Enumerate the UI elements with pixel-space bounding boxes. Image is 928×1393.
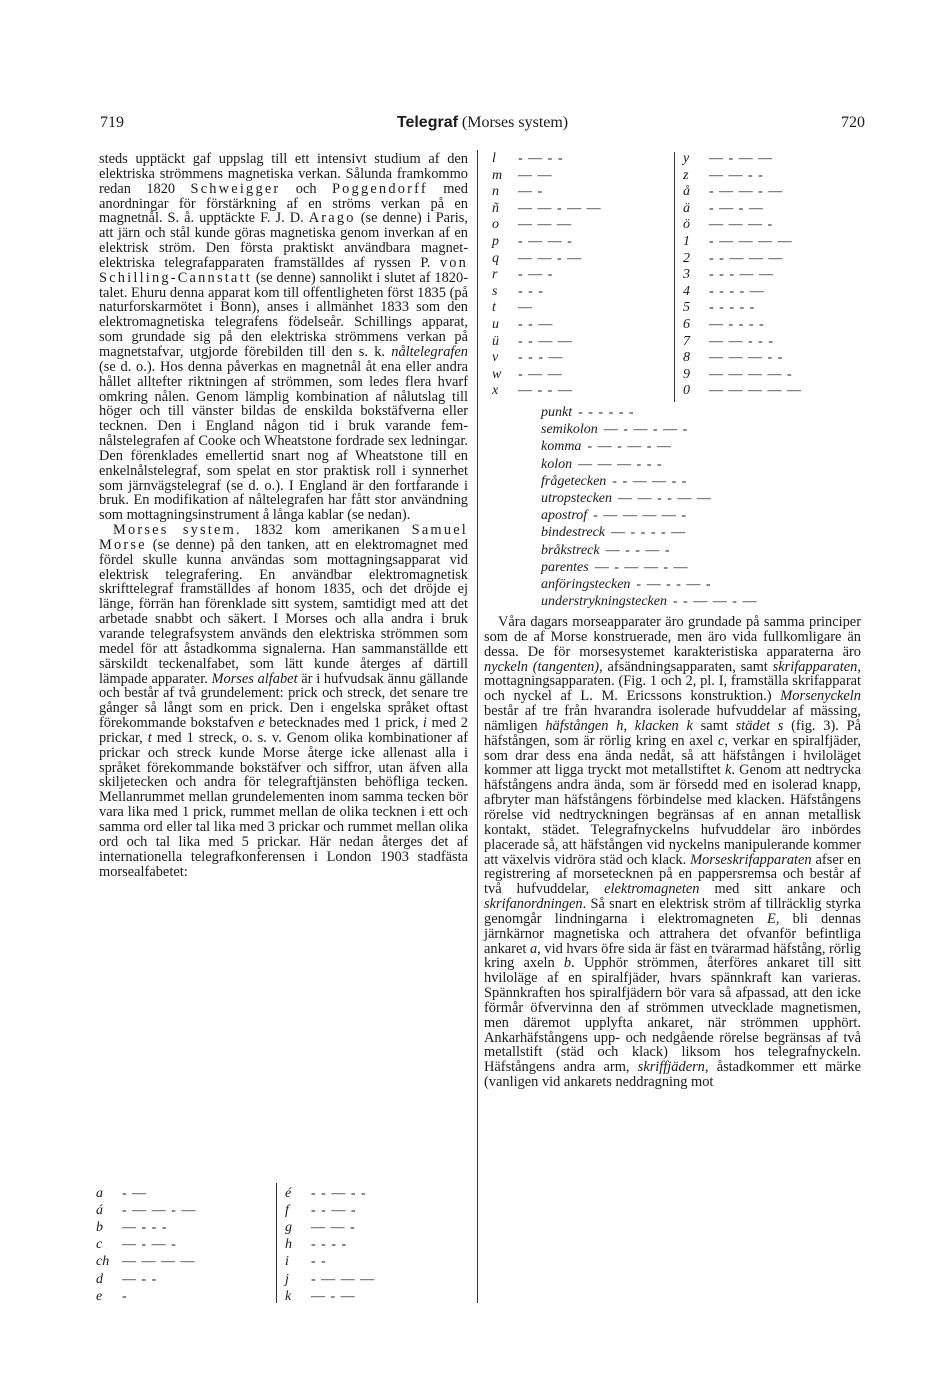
morse-code: — - [518,184,544,200]
text-run: afser en registrering af morsetecknen på en pappersremsa och består af två hufvuddelar, [484,851,861,898]
text-run: (se denne) sannolikt i slutet af 1820-talet. Ehuru denna apparat kom till offentligheten först 1835 (på naturforskarmötet i Bonn), anses i allmänhet 1833 som den elektromagnetiska telegrafens födelseår. Schillings apparat, som grundade sig på den elektriska strömmens verkan på magnetstafvar, utgjorde förebilden till den s. k. [99,269,468,360]
punctuation-name: bindestreck [541,525,606,541]
morse-row [492,267,553,282]
text-run: , bli dennas järnkärnor magnetiska och attrahera det ofvanför befintliga ankaret [484,910,861,957]
morse-code: - - - — [518,350,564,366]
morse-code: — — — — [122,1254,196,1270]
morse-row [285,1220,356,1235]
morse-code: - — — - [518,234,573,249]
morse-code: — — - — [518,250,583,266]
punctuation-name: semikolon [541,422,598,438]
text-run: är i hufvudsak ännu gällande och består af två grundelement: prick och streck, det senare tre gånger så långt som en prick. Den i engelska språket oftast förekommande bokstafven [99,670,469,732]
morse-row [683,168,764,183]
morse-row [683,284,765,299]
morse-code: - - - — — [709,267,774,283]
morse-letter: t [492,300,496,316]
text-run: med 1 streck, o. s. v. Genom olika kombinationer af prickar och streck kunde Morse återge icke allenast alla i språket förekommande bokstäfver och siffror, utan äfven alla skiljetecken och andra för telegraftjänsten behöfliga tecken. Mellanrummet mellan grundelementen inom samma tecken bör vara lika med 1 prick, rummet mellan de olika tecknen i ett och samma ord eller tal lika med 3 prickar och rummet mellan olika ord och tal lika med 5 prickar. Här nedan återges det af internationella telegrafkonferensen i London 1903 stadfästa morsealfabetet: [99,729,469,880]
morse-code: - — - [518,267,554,283]
morse-letter: q [492,250,499,266]
morse-row [683,201,764,216]
morse-row [683,251,783,266]
italic-term: Morses alfabet [211,670,298,687]
punctuation-code: - - — — - - [612,473,688,489]
morse-row [683,234,793,249]
punctuation-name: understrykningstecken [541,594,667,610]
morse-code: — - - - [122,1220,168,1236]
morse-code: - — — [518,366,563,382]
morse-row [683,267,774,282]
text-run: , verkar en spiralfjäder, som drar dess ena ända nedåt, så att häfstången i hviloläget kommer att ligga tryckt mot metallstiftet [484,732,861,779]
morse-letter: j [285,1271,289,1287]
morse-letter: d [96,1271,103,1287]
spaced-name: Morses system. [113,522,242,539]
morse-code: - - - [518,283,544,299]
italic-term: häfstången h, klacken k [545,717,693,734]
morse-code: — — - - [709,167,764,183]
morse-letter: v [492,350,499,366]
punctuation-name: parentes [541,559,589,575]
morse-code: - - - - — [709,283,765,299]
spaced-name: Arago [308,210,356,227]
text-run: och [280,180,332,197]
morse-letter: y [683,151,690,166]
morse-letter: p [492,234,499,249]
punctuation-row [541,457,663,472]
morse-code: — - - — [518,383,573,399]
morse-letter: ñ [492,200,499,216]
running-title-rest: (Morses system) [461,114,569,131]
morse-code: - - [311,1254,327,1270]
morse-letter: u [492,317,499,332]
morse-code: - - — - [311,1203,357,1219]
punctuation-code: — - — — - — [594,559,689,575]
punctuation-code: — - - — - [605,542,671,558]
morse-row [492,284,544,299]
text-run: (se d. o.). Hos denna påverkas en magnetnål åt ena eller andra hållet alltefter riktningen af strömmen, som ledes flera hvarf omkring nålen. Genom lämplig kombination af nålutslag till höger och till vänster bildas de enskilda bokstäfverna eller tecknen. Den i England någon tid i bruk varande fem-nålstelegrafen af Cooke och Wheatstone fordrade sex ledningar. Den förenklades emellertid snart nog af Wheatstone till en enkelnålstelegraf, som spelat en stor praktisk roll i synnerhet som järnvägstelegraf (se d. o.). I England är den fortfarande i bruk. En modifikation af nåltelegrafen har fått stor användning som mottagningsinstrument å långa kablar (se nedan). [99,358,468,524]
morse-letter: 4 [683,283,690,299]
morse-code: - — — - — [709,184,784,200]
morse-row [492,383,573,398]
morse-code: — — [518,167,553,183]
morse-letter: c [96,1237,103,1253]
morse-row [285,1186,367,1201]
morse-row [492,300,533,315]
morse-row [285,1272,375,1287]
morse-letter: 1 [683,234,690,249]
punctuation-row [541,560,689,575]
punctuation-code: - - — — - — [672,594,758,610]
italic-term: E [767,910,776,927]
morse-letter: ü [492,333,499,349]
text-run: . Genom att nedtrycka häfstångens andra ända, som är försedd med en isolerad knapp, afbryter man häfstångens förbindelse med klacken. Häfstångens rörelse vid nedtryckningen begränsas af en annan metallisk kontakt, städet. Telegrafnyckelns hufvuddelar äro inbördes placerade så, att häfstången vid nyckelns manipulerande kommer att växelvis vidröra städ och klack. [484,762,861,868]
morse-row [492,317,553,332]
page-number-right: 720 [841,114,865,131]
text-run: . Så snart en elektrisk ström af tillräcklig styrka genomgår lindningarna i elektromagneten [484,896,861,927]
morse-row [96,1186,147,1201]
morse-row [683,217,773,232]
punctuation-name: anföringstecken [541,577,631,592]
punctuation-row [541,594,757,609]
morse-code: — — - — — [518,200,602,216]
text-run: steds upptäckt gaf uppslag till ett intensivt studium af den elektriska strömmens magnetiska verkan. Sålunda framkommo redan 1820 [99,151,468,197]
morse-code: - [122,1288,128,1304]
morse-code: - - - - - [709,300,756,316]
morse-row [96,1237,177,1252]
text-run: med 2 prickar, [99,715,468,746]
italic-term: städet s [735,717,784,734]
morse-letter: á [96,1203,103,1219]
morse-row [492,334,573,349]
morse-code: - — — — — [709,234,793,249]
italic-term: Morseskrifapparaten [690,851,812,868]
text-run: (se denne) i Paris, att järn och stål kunde göras magnetiska genom inverkan af en elektrisk ström. Den första praktiskt användbara magnet-elektriska telegrafapparaten framställdes af ryssen P. [99,210,469,271]
italic-term: nåltelegrafen [391,343,468,360]
morse-letter: a [96,1186,103,1201]
punctuation-name: kolon [541,456,573,472]
morse-row [492,217,572,232]
punctuation-name: komma [541,439,582,455]
morse-letter: b [96,1220,103,1236]
italic-term: e [258,715,265,732]
italic-term: b [563,955,572,972]
morse-code: — - - [122,1271,158,1287]
morse-code: — - — — [709,151,774,166]
morse-row [285,1254,327,1269]
spaced-name: Samuel Morse [99,522,469,553]
left-column-text [99,152,468,879]
morse-letter: ch [96,1254,110,1270]
morse-letter: g [285,1220,292,1236]
punctuation-row [541,491,712,506]
italic-term: k [724,762,732,779]
morse-row [492,184,543,199]
italic-term: nyckeln (tangenten) [484,658,600,675]
morse-row [683,317,765,332]
italic-term: i [422,715,427,732]
morse-row [492,151,564,166]
morse-letter: o [492,217,499,233]
morse-code: — — - - - [709,333,774,349]
morse-row [96,1289,128,1304]
morse-code: - - - - [311,1237,348,1253]
column-divider [477,150,478,1303]
morse-row [683,383,802,398]
morse-letter: m [492,167,503,183]
morse-code: - - — — — [709,250,784,266]
punctuation-row [541,577,712,592]
morse-letter: 7 [683,333,690,349]
punctuation-row [541,543,671,558]
text-run: 1832 kom amerikanen [241,522,412,539]
morse-code: - - — [518,317,554,332]
morse-letter: 0 [683,383,690,399]
italic-term: skrifanordningen [484,896,583,913]
left-paragraph-morses-system [99,523,468,879]
punctuation-code: — — - - — — [618,491,712,506]
italic-term: skriffjädern [637,1059,705,1076]
morse-row [683,300,755,315]
morse-code: — — - [311,1220,356,1236]
spaced-name: Schweigger [190,180,281,197]
italic-term: Morsenyckeln [780,688,861,705]
morse-letter: s [492,283,498,299]
morse-letter: 8 [683,350,690,366]
punctuation-code: — - — - — - [603,422,689,438]
italic-term: t [147,729,152,746]
italic-term: skrifapparaten [772,658,858,675]
morse-row [492,234,573,249]
punctuation-name: bråkstreck [541,542,600,558]
punctuation-name: apostrof [541,508,588,524]
morse-letter: f [285,1203,289,1219]
morse-code: — - — - [122,1237,177,1253]
morse-row [96,1220,168,1235]
morse-letter: 6 [683,317,690,332]
morse-code: - — — - — [122,1203,197,1219]
punctuation-row [541,525,686,540]
morse-letter: 2 [683,250,690,266]
morse-row [492,367,563,382]
morse-table-right-divider [674,152,675,402]
morse-code: — — — - [709,217,774,233]
punctuation-code: - — - - — - [636,577,712,592]
text-run: betecknades med 1 prick, [264,715,423,732]
morse-code: - — - - [518,151,564,166]
morse-letter: ö [683,217,690,233]
morse-row [683,151,773,166]
text-run: . Upphör strömmen, återföres ankaret till sitt hviloläge af en spiralfjäder, hvars spännkraft kan varieras. Spännkraften hos spiralfjädern bör vara så afpassad, att den icke förmår öfvervinna den af strömmen utvecklade magnetismen, men däremot upplyfta ankaret, när strömmen upphört. Ankarhäfstångens upp- och nedgående rörelse begränsas af två metallstift (städ och klack) liksom hos telegrafnyckeln. Häfstångens andra arm, [484,955,861,1076]
morse-row [96,1254,196,1269]
italic-term: c [717,732,725,749]
right-paragraph [484,615,861,1090]
punctuation-name: frågetecken [541,473,607,489]
right-column-text [484,615,861,1090]
morse-code: — — — [518,217,572,233]
morse-row [285,1289,356,1304]
morse-row [492,251,582,266]
punctuation-row [541,422,688,437]
running-title-bold: Telegraf [396,114,458,131]
morse-row [683,367,793,382]
morse-letter: i [285,1254,289,1270]
page-number-left: 719 [100,114,124,131]
spaced-name: von Schilling-Cannstatt [99,254,468,286]
punctuation-code: — — — - - - [578,456,663,472]
punctuation-name: punkt [541,405,573,420]
morse-letter: ä [683,200,690,216]
text-run: , mottagningsapparaten. (Fig. 1 och 2, pl. I, framställa skrifapparat och nyckel af L. M. Ericssons konstruktion.) [484,658,861,705]
morse-letter: h [285,1237,292,1253]
morse-table-left-divider [276,1183,277,1303]
morse-letter: r [492,267,498,283]
punctuation-code: - - - - - - [578,405,635,420]
text-run: består af tre från hvarandra isolerade hufvuddelar af mässing, nämligen [484,703,861,734]
spaced-name: Poggendorff [331,180,428,197]
text-run: , afsändningsapparaten, samt [599,658,773,675]
morse-row [683,184,783,199]
text-run: (fig. 3). På häfstången, som är rörlig kring en axel [484,717,862,749]
morse-code: — — — — - [709,366,793,382]
text-run: , vid hvars öfre sida är fäst en tvärarmad häfstång, rörlig kring axeln [484,940,861,972]
text-run: med anordningar för förstärkning af en ströms verkan på en magnetnål. S. å. upptäckte F. J. D. [99,180,468,227]
punctuation-code: - — — — — - [593,508,687,524]
morse-row [285,1203,357,1218]
morse-row [683,350,783,365]
morse-letter: z [683,167,689,183]
morse-code: — [518,300,533,316]
text-run: samt [692,717,736,734]
morse-letter: 9 [683,366,690,382]
morse-letter: e [96,1288,103,1304]
punctuation-row [541,405,635,420]
morse-letter: å [683,184,690,200]
morse-letter: k [285,1288,292,1304]
morse-row [492,201,602,216]
morse-code: - - — — [518,333,573,349]
text-run: Våra dagars morseapparater äro grundade på samma principer som de af Morse konstruerade, men äro vida fullkomligare än dessa. De för morsesystemet karakteristiska apparaterna äro [484,614,861,660]
morse-code: - — — — [311,1271,376,1287]
morse-letter: w [492,366,502,382]
text-run: med sitt ankare och [699,881,862,898]
morse-row [96,1203,196,1218]
morse-letter: é [285,1186,292,1201]
morse-row [96,1272,157,1287]
morse-code: - — - — [709,200,764,216]
morse-row [492,168,553,183]
morse-code: - - — - - [311,1186,367,1201]
morse-code: — — — - - [709,350,784,366]
morse-letter: n [492,184,499,200]
morse-row [285,1237,347,1252]
morse-letter: x [492,383,499,399]
page-header [100,114,865,136]
morse-row [492,350,564,365]
left-paragraph-1 [99,152,468,523]
italic-term: elektromagneten [604,881,700,898]
italic-term: a [529,940,538,957]
text-run: (se denne) på den tanken, att en elektromagnet med fördel skulle kunna användas som mottagningsapparat vid elektrisk telegrafering. En användbar elektromagnetisk skrifttelegraf framställdes af honom 1835, och det dröjde ej länge, förrän han förenklade sitt system, samtidigt med att det arbetade snabbt och säkert. I Morses och alla andra i bruk varande telegrafsystem används den elektriska strömmen som medel för att åstadkomma signalerna. Han sammanställde ett särskildt teckenalfabet, som lätt kunde återges af därtill lämpade apparater. [99,536,468,687]
punctuation-row [541,508,687,523]
morse-letter: 3 [683,267,690,283]
morse-code: — — — — — [709,383,802,399]
text-run: , åstadkommer ett märke (vanligen vid ankarets neddragning mot [484,1059,861,1091]
punctuation-code: — - - - - — [611,525,687,541]
morse-code: — - — [311,1288,356,1304]
punctuation-row [541,439,672,454]
morse-row [683,334,774,349]
morse-letter: l [492,151,496,166]
punctuation-name: utropstecken [541,491,613,506]
running-title [100,114,865,132]
punctuation-code: - — - — - — [587,439,672,455]
punctuation-row [541,474,687,489]
morse-code: — - - - - [709,317,765,332]
morse-code: - — [122,1186,148,1201]
morse-letter: 5 [683,300,690,316]
